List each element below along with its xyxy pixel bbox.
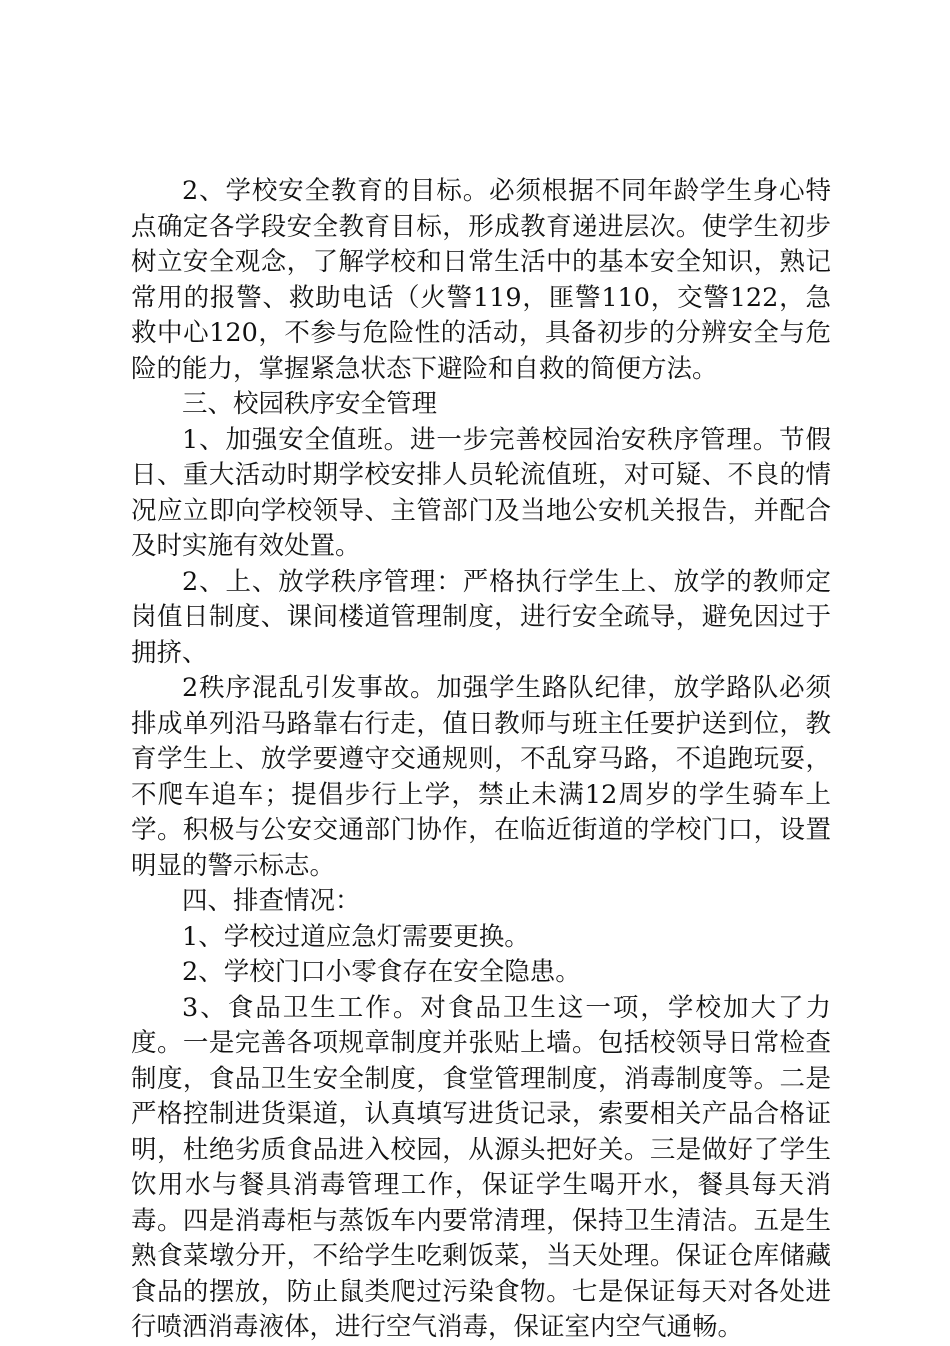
- document-body: [131, 174, 831, 1346]
- paragraph-duty-shifts: 1、加强安全值班。进一步完善校园治安秩序管理。节假日、重大活动时期学校安排人员轮流值班，对可疑、不良的情况应立即向学校领导、主管部门及当地公安机关报告，并配合及时实施有效处置。: [131, 424, 831, 561]
- section-heading-inspection: 四、排查情况：: [182, 886, 361, 916]
- paragraph-road-queue-discipline: 2秩序混乱引发事故。加强学生路队纪律，放学路队必须排成单列沿马路靠右行走，值日教师与班主任要护送到位，教育学生上、放学要遵守交通规则，不乱穿马路，不追跑玩耍，不爬车追车；提倡步行上学，禁止未满12周岁的学生骑车上学。积极与公安交通部门协作，在临近街道的学校门口，设置明显的警示标志。: [131, 673, 831, 881]
- section-heading-campus-order: 三、校园秩序安全管理: [182, 389, 438, 419]
- list-item-emergency-lights: 1、学校过道应急灯需要更换。: [182, 921, 530, 952]
- paragraph-safety-education-goal: 2、学校安全教育的目标。必须根据不同年龄学生身心特点确定各学段安全教育目标，形成教育递进层次。使学生初步树立安全观念，了解学校和日常生活中的基本安全知识，熟记常用的报警、救助电话（火警119，匪警110，交警122，急救中心120，不参与危险性的活动，具备初步的分辨安全与危险的能力，掌握紧急状态下避险和自救的简便方法。: [131, 176, 831, 384]
- paragraph-school-commute-order: 2、上、放学秩序管理：严格执行学生上、放学的教师定岗值日制度、课间楼道管理制度，进行安全疏导，避免因过于拥挤、: [131, 566, 831, 668]
- paragraph-food-hygiene: 3、食品卫生工作。对食品卫生这一项，学校加大了力度。一是完善各项规章制度并张贴上墙。包括校领导日常检查制度，食品卫生安全制度，食堂管理制度，消毒制度等。二是严格控制进货渠道，认真填写进货记录，索要相关产品合格证明，杜绝劣质食品进入校园，从源头把好关。三是做好了学生饮用水与餐具消毒管理工作，保证学生喝开水，餐具每天消毒。四是消毒柜与蒸饭车内要常清理，保持卫生清洁。五是生熟食菜墩分开，不给学生吃剩饭菜，当天处理。保证仓库储藏食品的摆放，防止鼠类爬过污染食物。七是保证每天对各处进行喷洒消毒液体，进行空气消毒，保证室内空气通畅。: [131, 992, 831, 1342]
- list-item-snack-hazard: 2、学校门口小零食存在安全隐患。: [182, 957, 581, 987]
